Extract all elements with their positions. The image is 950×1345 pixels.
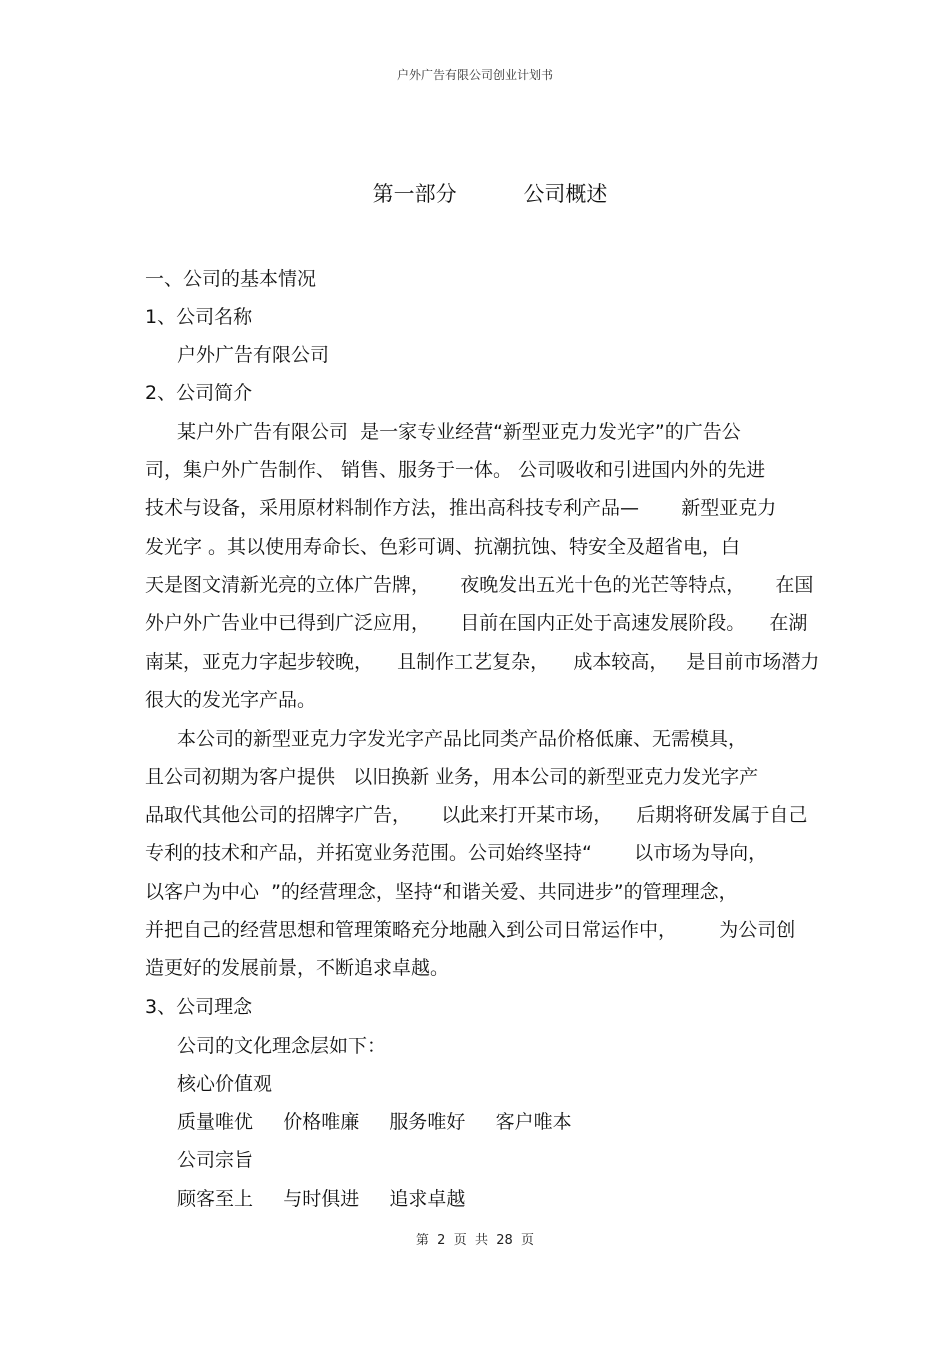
intro-line: 以客户为中心 ”的经营理念，坚持“和谐关爱、共同进步”的管理理念， — [145, 881, 738, 903]
intro-line: 并把自己的经营思想和管理策略充分地融入到公司日常运作中， 为公司创 — [145, 919, 796, 941]
page-number: 第 2 页 共 28 页 — [415, 1233, 535, 1248]
heading-company-name: 1、公司名称 — [145, 306, 253, 328]
intro-line: 发光字 。其以使用寿命长、色彩可调、抗潮抗蚀、特安全及超省电，白 — [145, 536, 741, 558]
company-name-text: 户外广告有限公司 — [177, 344, 330, 366]
intro-line: 技术与设备，采用原材料制作方法，推出高科技专利产品— 新型亚克力 — [145, 497, 777, 519]
intro-line: 本公司的新型亚克力字发光字产品比同类产品价格低廉、无需模具， — [177, 728, 748, 750]
intro-line: 造更好的发展前景，不断追求卓越。 — [145, 957, 450, 979]
heading-basic-info: 一、公司的基本情况 — [145, 268, 317, 290]
core-values-label: 核心价值观 — [177, 1073, 273, 1095]
heading-company-intro: 2、公司简介 — [145, 382, 253, 404]
running-header: 户外广告有限公司创业计划书 — [396, 68, 553, 82]
company-tenet-text: 顾客至上 与时俱进 追求卓越 — [177, 1188, 466, 1210]
section-title: 第一部分 公司概述 — [372, 182, 608, 206]
intro-line: 外户外广告业中已得到广泛应用， 目前在国内正处于高速发展阶段。 在湖 — [145, 612, 808, 634]
philosophy-intro: 公司的文化理念层如下： — [177, 1035, 387, 1057]
intro-line: 司，集户外广告制作、 销售、服务于一体。 公司吸收和引进国内外的先进 — [145, 459, 766, 481]
intro-line: 且公司初期为客户提供 以旧换新 业务，用本公司的新型亚克力发光字产 — [145, 766, 759, 788]
intro-line: 专利的技术和产品，并拓宽业务范围。公司始终坚持“ 以市场为导向， — [145, 842, 768, 864]
company-tenet-label: 公司宗旨 — [177, 1149, 254, 1171]
intro-line: 某户外广告有限公司 是一家专业经营“新型亚克力发光字”的广告公 — [177, 421, 741, 443]
intro-line: 很大的发光字产品。 — [145, 689, 317, 711]
intro-line: 南某，亚克力字起步较晚， 且制作工艺复杂， 成本较高， 是目前市场潜力 — [145, 651, 820, 673]
core-values-text: 质量唯优 价格唯廉 服务唯好 客户唯本 — [177, 1111, 572, 1133]
intro-line: 品取代其他公司的招牌字广告， 以此来打开某市场， 后期将研发属于自己 — [145, 804, 808, 826]
heading-company-philosophy: 3、公司理念 — [145, 996, 253, 1018]
intro-line: 天是图文清新光亮的立体广告牌， 夜晚发出五光十色的光芒等特点， 在国 — [145, 574, 814, 596]
